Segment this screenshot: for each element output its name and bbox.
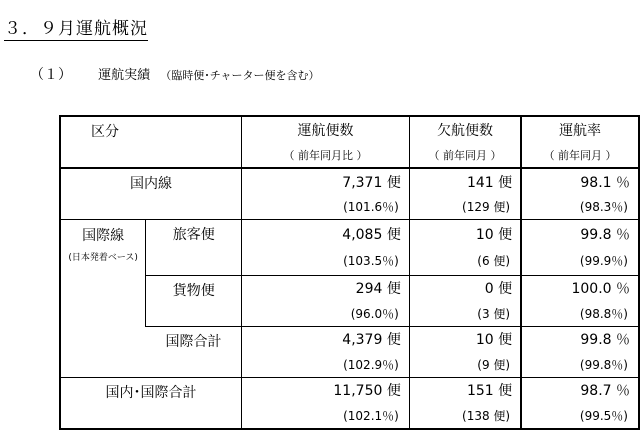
- intl-note: (日本発着ベース): [60, 247, 146, 275]
- intl-cargo-cancelled: 0 便: [409, 275, 521, 301]
- grand-total-flights: 11,750 便: [242, 377, 410, 403]
- domestic-row: [60, 168, 639, 194]
- header-row: [60, 116, 639, 142]
- intl-total-spacer-2: [60, 352, 146, 378]
- intl-label: 国際線: [60, 220, 146, 248]
- domestic-cancelled: 141 便: [409, 168, 521, 194]
- intl-passenger-rate: 99.8 ％: [521, 220, 639, 248]
- intl-cargo-flights-prev: (96.0％): [242, 301, 410, 327]
- intl-cargo-cancelled-prev: (3 便): [409, 301, 521, 327]
- intl-passenger-label: 旅客便: [146, 220, 242, 276]
- flight-stats-table: [59, 115, 640, 430]
- section-number: （１）: [30, 67, 72, 83]
- header-category: 区分: [60, 116, 242, 168]
- intl-cargo-rate: 100.0 ％: [521, 275, 639, 301]
- intl-cargo-spacer-2: [60, 301, 146, 327]
- intl-passenger-cancelled-prev: (6 便): [409, 247, 521, 275]
- intl-total-flights-prev: (102.9％): [242, 352, 410, 378]
- intl-total-rate: 99.8 ％: [521, 326, 639, 352]
- intl-total-cancelled: 10 便: [409, 326, 521, 352]
- grand-total-flights-prev: (102.1％): [242, 403, 410, 429]
- section-label: 運航実績: [98, 68, 151, 83]
- grand-total-cancelled-prev: (138 便): [409, 403, 521, 429]
- header-flights: 運航便数: [242, 116, 410, 142]
- intl-total-label: 国際合計: [146, 326, 242, 377]
- intl-total-flights: 4,379 便: [242, 326, 410, 352]
- intl-cargo-flights: 294 便: [242, 275, 410, 301]
- domestic-flights-prev: (101.6％): [242, 194, 410, 220]
- domestic-label: 国内線: [60, 168, 242, 220]
- header-rate-sub: （ 前年同月 ）: [521, 142, 639, 168]
- intl-cargo-row: [60, 275, 639, 301]
- intl-passenger-flights: 4,085 便: [242, 220, 410, 248]
- header-rate: 運航率: [521, 116, 639, 142]
- grand-total-row: [60, 377, 639, 403]
- intl-cargo-spacer: [60, 275, 146, 301]
- section-note: （臨時便･チャーター便を含む）: [160, 69, 320, 82]
- grand-total-label: 国内･国際合計: [60, 377, 242, 429]
- domestic-rate-prev: (98.3％): [521, 194, 639, 220]
- page-title: ３．９月運航概況: [4, 14, 148, 41]
- header-flights-sub: （ 前年同月比 ）: [242, 142, 410, 168]
- header-cancelled: 欠航便数: [409, 116, 521, 142]
- grand-total-rate-prev: (99.5％): [521, 403, 639, 429]
- intl-passenger-row: [60, 220, 639, 248]
- domestic-rate: 98.1 ％: [521, 168, 639, 194]
- domestic-cancelled-prev: (129 便): [409, 194, 521, 220]
- grand-total-rate: 98.7 ％: [521, 377, 639, 403]
- header-cancelled-sub: （ 前年同月 ）: [409, 142, 521, 168]
- intl-total-cancelled-prev: (9 便): [409, 352, 521, 378]
- intl-total-row: [60, 326, 639, 352]
- intl-cargo-label: 貨物便: [146, 275, 242, 326]
- grand-total-cancelled: 151 便: [409, 377, 521, 403]
- domestic-flights: 7,371 便: [242, 168, 410, 194]
- intl-passenger-rate-prev: (99.9％): [521, 247, 639, 275]
- intl-passenger-cancelled: 10 便: [409, 220, 521, 248]
- section-heading: [30, 64, 319, 84]
- intl-passenger-flights-prev: (103.5％): [242, 247, 410, 275]
- intl-total-spacer: [60, 326, 146, 352]
- intl-total-rate-prev: (99.8％): [521, 352, 639, 378]
- intl-cargo-rate-prev: (98.8％): [521, 301, 639, 327]
